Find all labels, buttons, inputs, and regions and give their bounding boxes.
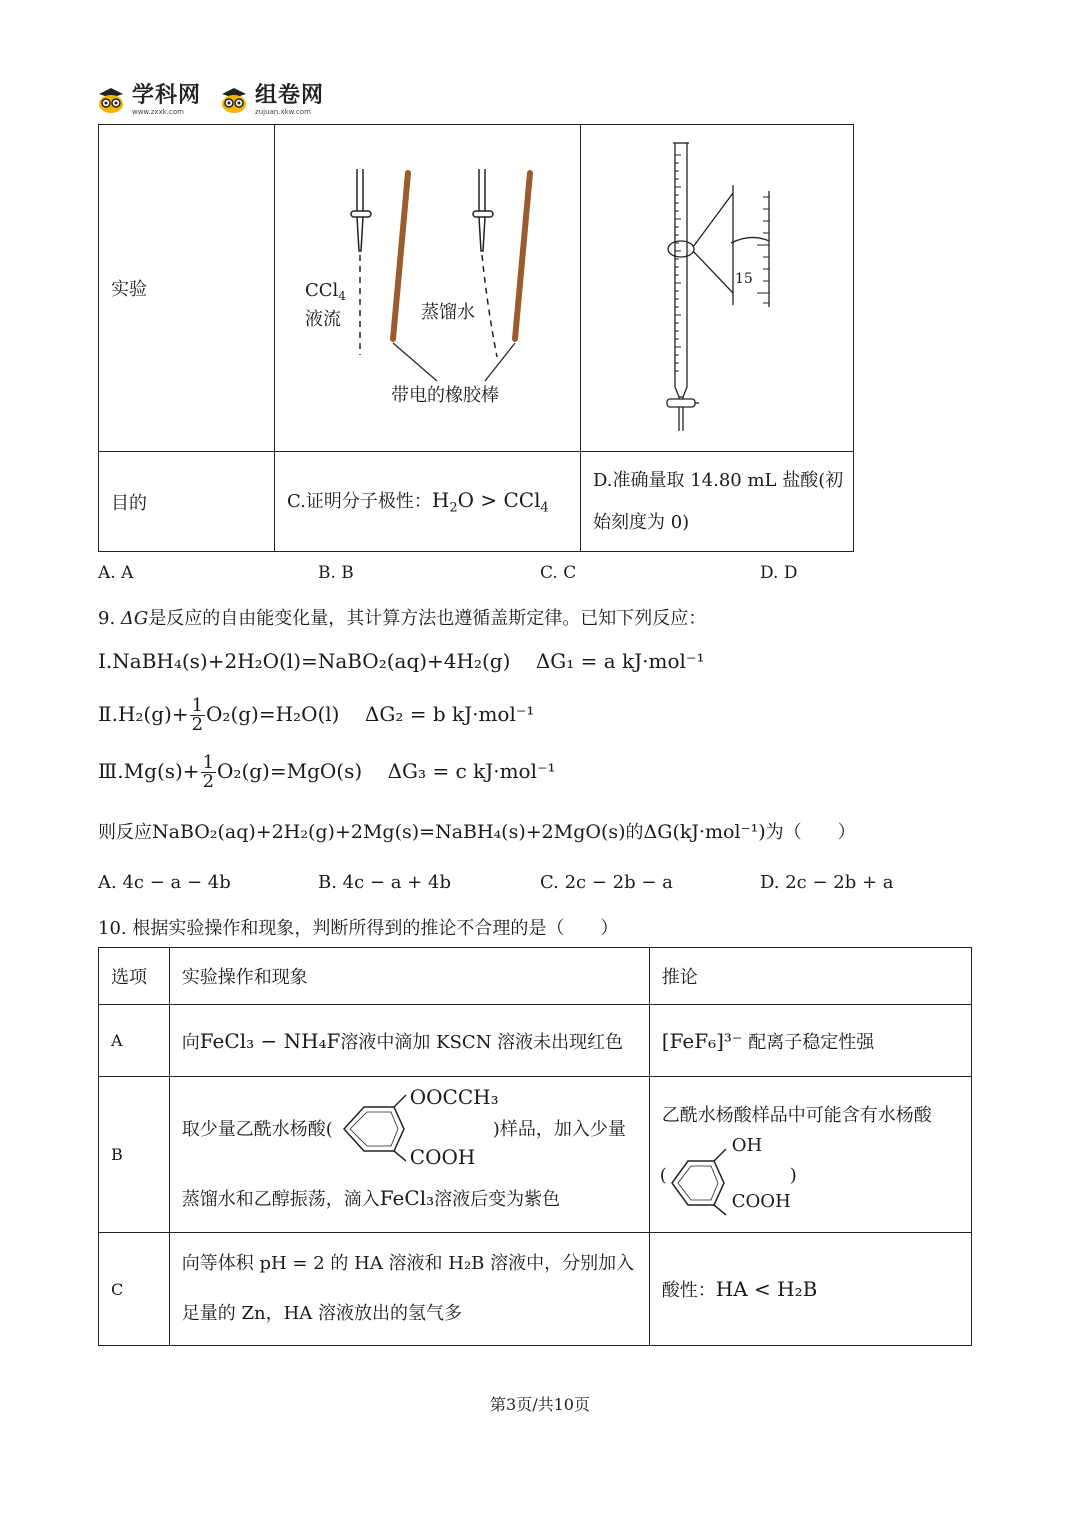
- rubber-rod-1: [393, 173, 408, 339]
- header-option: 选项: [99, 948, 170, 1005]
- q8-option-b: B. B: [318, 563, 354, 583]
- logo1-url: www.zxxk.com: [132, 107, 184, 116]
- row-label-experiment: 实验: [99, 125, 275, 452]
- owl-icon: [219, 85, 249, 115]
- logo-zujuan: [219, 82, 325, 116]
- row-c-option: C: [99, 1233, 170, 1346]
- salicylic-group-1: OH: [731, 1135, 763, 1156]
- q9-option-b: B. 4c − a + 4b: [318, 872, 451, 893]
- header-logos: [96, 82, 324, 118]
- scale-label: 15: [735, 271, 753, 287]
- q10-table: [98, 947, 972, 1346]
- aspirin-group-2: COOH: [409, 1145, 476, 1169]
- row-b-conclusion: [649, 1077, 971, 1233]
- ccl4-label: CCl$_4$ 液流: [305, 280, 346, 331]
- aspirin-group-1: OOCCH₃: [409, 1085, 499, 1109]
- q9-option-c: C. 2c − 2b − a: [540, 872, 673, 893]
- fraction-half: $\frac{1}{2}$: [202, 752, 215, 792]
- q9-option-d: D. 2c − 2b + a: [760, 872, 894, 893]
- q10-title: 10. 根据实验操作和现象，判断所得到的推论不合理的是（ ）: [98, 918, 619, 939]
- q9-option-a: A. 4c − a − 4b: [98, 872, 231, 893]
- logo2-url: zujuan.xkw.com: [255, 107, 311, 116]
- q9-reaction-3: Ⅲ.Mg(s)+ $\frac{1}{2}$ O₂(g)=MgO(s) ΔG₃ = c kJ·mol⁻¹: [98, 752, 556, 792]
- row-c-conclusion: 酸性：HA < H₂B: [649, 1233, 971, 1346]
- row-b-conclusion-line1: 乙酰水杨酸样品中可能含有水杨酸: [661, 1105, 932, 1126]
- header-conclusion: 推论: [649, 948, 971, 1005]
- water-label: 蒸馏水: [421, 302, 475, 323]
- row-a-operation: 向FeCl₃ − NH₄F溶液中滴加 KSCN 溶液未出现红色: [169, 1005, 649, 1077]
- rubber-rod-2: [515, 173, 530, 339]
- paren-close: ): [789, 1165, 797, 1186]
- burette-ticks: [675, 155, 769, 371]
- burette-ccl4: [351, 169, 371, 355]
- owl-icon: [96, 85, 126, 115]
- page-footer: 第3页/共10页: [490, 1395, 590, 1414]
- logo1-name: 学科网: [132, 82, 202, 108]
- row-c-operation: 向等体积 pH = 2 的 HA 溶液和 H₂B 溶液中，分别加入 足量的 Zn，HA 溶液放出的氢气多: [169, 1233, 649, 1346]
- row-a-conclusion: [FeF₆]³⁻ 配离子稳定性强: [649, 1005, 971, 1077]
- row-b-op-line2: 蒸馏水和乙醇振荡，滴入FeCl₃溶液后变为紫色: [181, 1186, 561, 1210]
- header-operation: 实验操作和现象: [169, 948, 649, 1005]
- row-b-op-line1: 取少量乙酰水杨酸( )样品，加入少量: [181, 1119, 626, 1140]
- experiment-table: [98, 124, 854, 552]
- row-a-option: A: [99, 1005, 170, 1077]
- salicylic-group-2: COOH: [731, 1191, 791, 1212]
- q8-option-a: A. A: [98, 563, 134, 583]
- burette-water: [473, 169, 497, 357]
- burette-diagram: [581, 125, 853, 451]
- figure-d-cell: [581, 125, 854, 452]
- q8-option-d: D. D: [760, 563, 798, 583]
- paren-open: (: [659, 1165, 667, 1186]
- logo-zxxk: [96, 82, 202, 116]
- liquid-label: 液流: [305, 309, 341, 331]
- q9-reaction-1: Ⅰ.NaBH₄(s)+2H₂O(l)=NaBO₂(aq)+4H₂(g) ΔG₁ = a kJ·mol⁻¹: [98, 649, 705, 673]
- rod-label: 带电的橡胶棒: [391, 385, 499, 406]
- row-b-operation: [169, 1077, 649, 1233]
- row-label-purpose: 目的: [99, 452, 275, 552]
- logo2-name: 组卷网: [255, 82, 325, 108]
- row-b-option: B: [99, 1077, 170, 1233]
- fraction-half: $\frac{1}{2}$: [191, 695, 204, 735]
- purpose-c: C.证明分子极性：$H_2O > CCl_4$: [275, 452, 581, 552]
- purpose-d: D.准确量取 14.80 mL 盐酸(初 始刻度为 0): [581, 452, 854, 552]
- figure-c-cell: [275, 125, 581, 452]
- q8-option-c: C. C: [540, 563, 577, 583]
- q9-reaction-2: Ⅱ.H₂(g)+ $\frac{1}{2}$ O₂(g)=H₂O(l) ΔG₂ = b kJ·mol⁻¹: [98, 695, 535, 735]
- q9-question: 则反应NaBO₂(aq)+2H₂(g)+2Mg(s)=NaBH₄(s)+2MgO(s)的ΔG(kJ·mol⁻¹)为（ ）: [98, 821, 856, 843]
- q9-intro: 9. ΔG是反应的自由能变化量，其计算方法也遵循盖斯定律。已知下列反应：: [98, 608, 707, 629]
